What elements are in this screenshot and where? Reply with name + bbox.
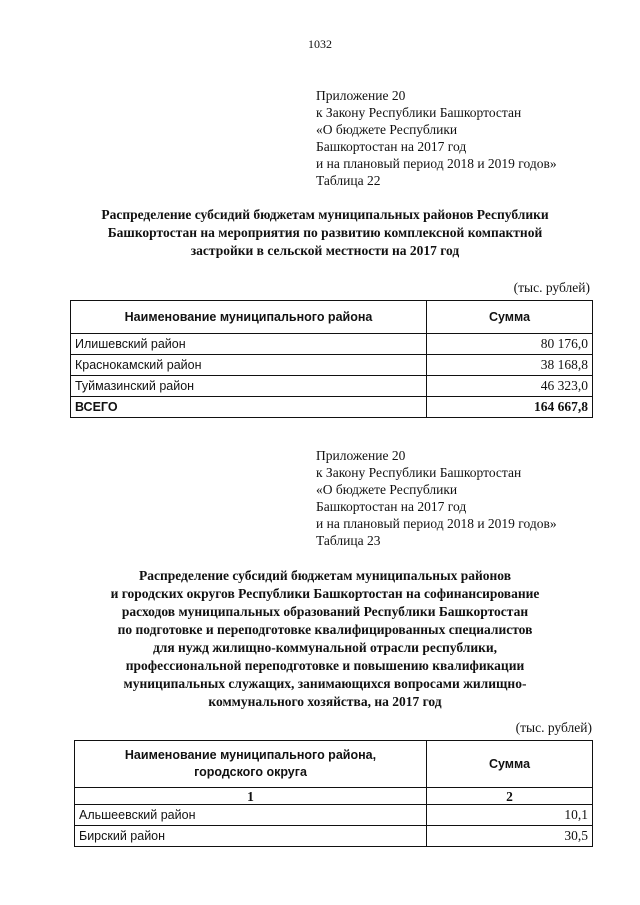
- total-sum: 164 667,8: [427, 397, 593, 418]
- appendix-line: Приложение 20: [316, 448, 406, 463]
- header-sum: Сумма: [427, 301, 593, 334]
- table2-title: [60, 567, 590, 711]
- district-sum: 10,1: [427, 805, 593, 826]
- column-number-row: [75, 788, 593, 805]
- title-line: Распределение субсидий бюджетам муниципальных районов Республики: [101, 207, 549, 222]
- header-name: [75, 741, 427, 788]
- appendix-line: Приложение 20: [316, 88, 406, 103]
- table-header-row: [71, 301, 593, 334]
- title-line: застройки в сельской местности на 2017 год: [190, 243, 460, 258]
- district-sum: 46 323,0: [427, 376, 593, 397]
- table2: [74, 740, 593, 847]
- table-header-row: [75, 741, 593, 788]
- table2-unit: (тыс. рублей): [515, 720, 592, 735]
- title-line: Распределение субсидий бюджетам муниципальных районов: [138, 568, 512, 583]
- appendix-header-1: [316, 87, 557, 189]
- district-sum: 80 176,0: [427, 334, 593, 355]
- table-row: [71, 334, 593, 355]
- district-name: Туймазинский район: [71, 376, 427, 397]
- appendix-line: Таблица 23: [316, 533, 381, 548]
- table-row: [71, 376, 593, 397]
- title-line: для нужд жилищно-коммунальной отрасли республики,: [152, 640, 498, 655]
- table-row: [71, 355, 593, 376]
- table1: [70, 300, 593, 418]
- title-line: и городских округов Республики Башкортостан на софинансирование: [110, 586, 540, 601]
- district-sum: 30,5: [427, 826, 593, 847]
- title-line: профессиональной переподготовке и повышению квалификации: [125, 658, 525, 673]
- appendix-line: и на плановый период 2018 и 2019 годов»: [316, 516, 557, 531]
- header-name-line: Наименование муниципального района,: [124, 748, 377, 762]
- table1-title: [60, 206, 590, 260]
- title-line: по подготовке и переподготовке квалифицированных специалистов: [117, 622, 533, 637]
- district-sum: 38 168,8: [427, 355, 593, 376]
- district-name: Краснокамский район: [71, 355, 427, 376]
- column-number: 2: [427, 788, 593, 805]
- title-line: коммунального хозяйства, на 2017 год: [208, 694, 442, 709]
- header-name: Наименование муниципального района: [71, 301, 427, 334]
- appendix-line: к Закону Республики Башкортостан: [316, 105, 522, 120]
- title-line: муниципальных служащих, занимающихся вопросами жилищно-: [123, 676, 527, 691]
- table-total-row: [71, 397, 593, 418]
- table-row: [75, 805, 593, 826]
- header-sum: Сумма: [427, 741, 593, 788]
- column-number: 1: [75, 788, 427, 805]
- district-name: Бирский район: [75, 826, 427, 847]
- appendix-header-2: [316, 447, 557, 549]
- appendix-line: к Закону Республики Башкортостан: [316, 465, 522, 480]
- total-label: ВСЕГО: [71, 397, 427, 418]
- appendix-line: «О бюджете Республики: [316, 482, 458, 497]
- district-name: Альшеевский район: [75, 805, 427, 826]
- appendix-line: Таблица 22: [316, 173, 381, 188]
- header-name-line: городского округа: [194, 765, 307, 779]
- appendix-line: и на плановый период 2018 и 2019 годов»: [316, 156, 557, 171]
- appendix-line: «О бюджете Республики: [316, 122, 458, 137]
- title-line: расходов муниципальных образований Республики Башкортостан: [121, 604, 529, 619]
- table-row: [75, 826, 593, 847]
- district-name: Илишевский район: [71, 334, 427, 355]
- title-line: Башкортостан на мероприятия по развитию комплексной компактной: [107, 225, 543, 240]
- appendix-line: Башкортостан на 2017 год: [316, 499, 467, 514]
- page-number: 1032: [308, 37, 332, 51]
- appendix-line: Башкортостан на 2017 год: [316, 139, 467, 154]
- table1-unit: (тыс. рублей): [513, 280, 590, 295]
